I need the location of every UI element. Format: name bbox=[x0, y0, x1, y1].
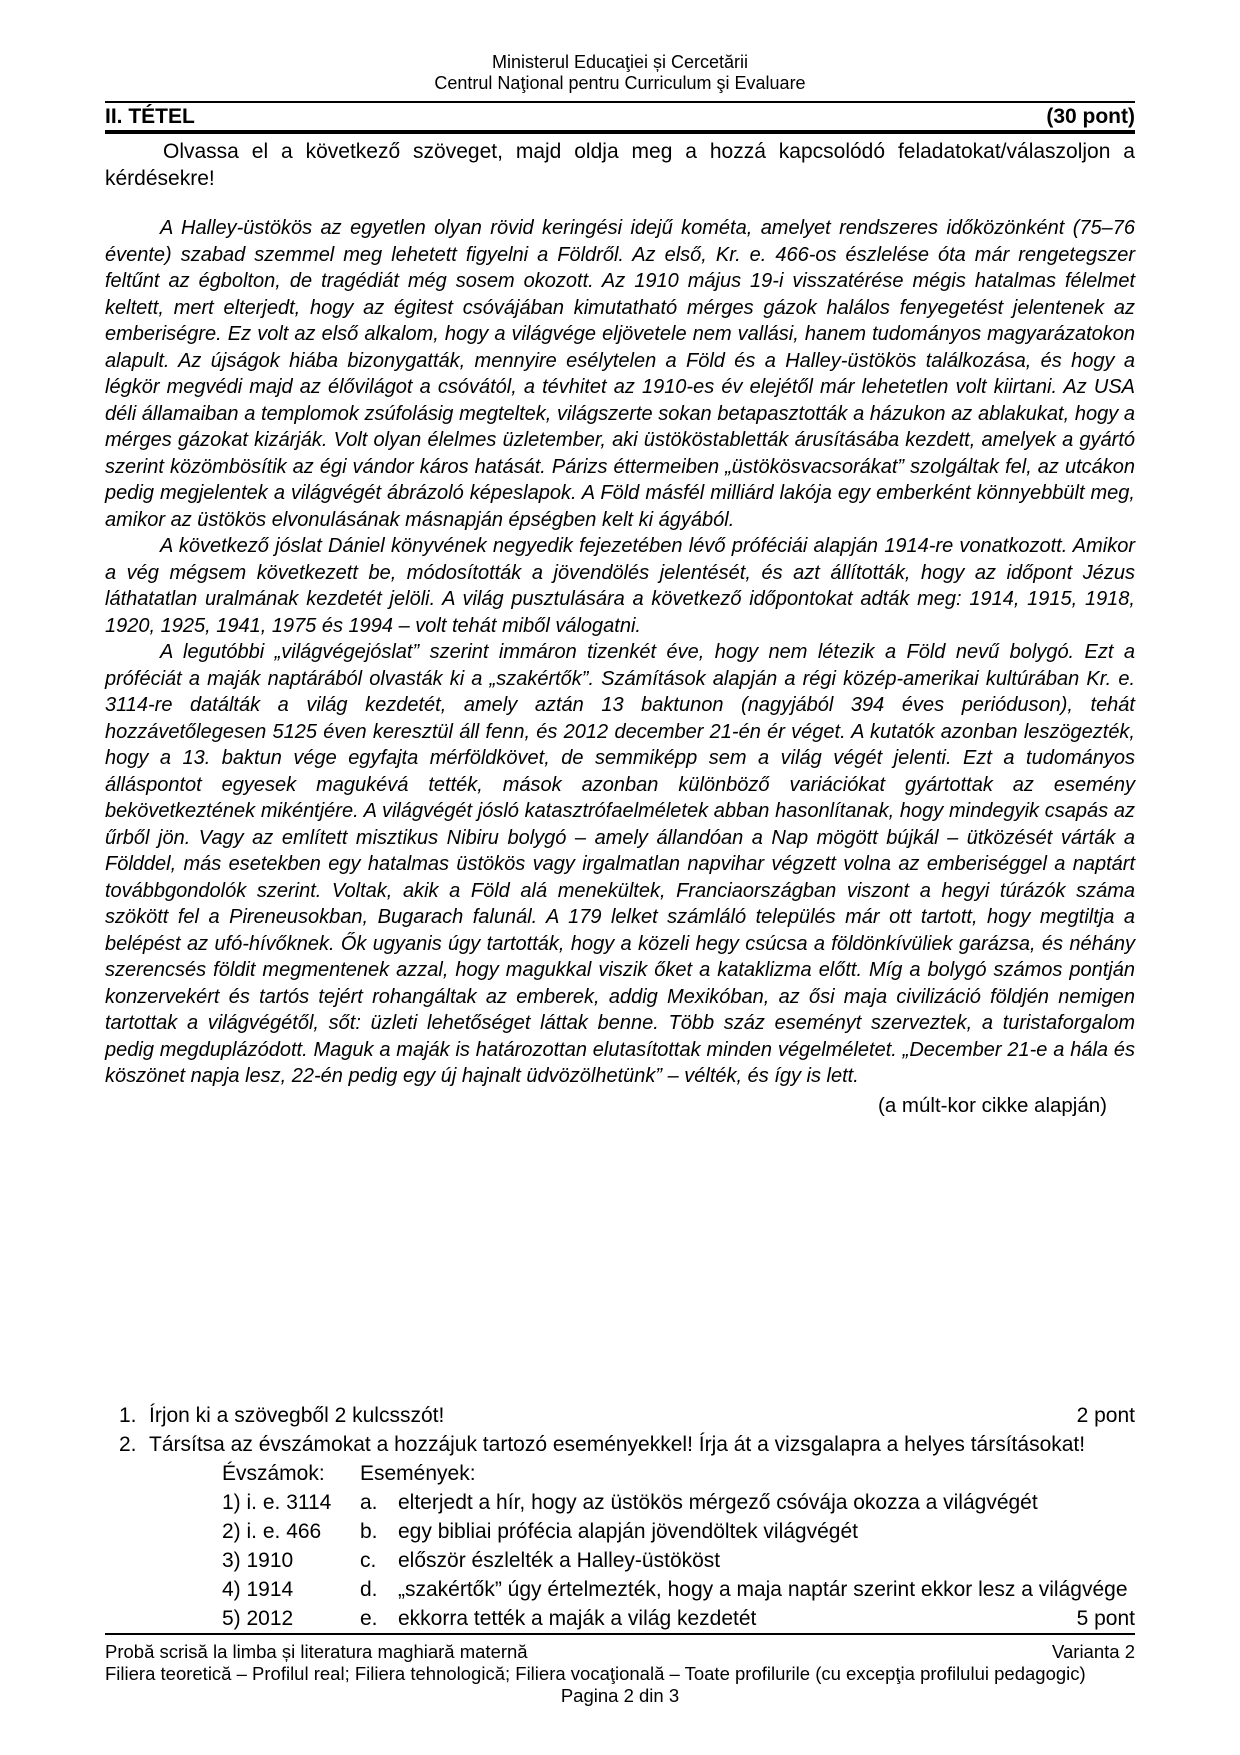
questions-block bbox=[105, 1401, 1135, 1633]
question-2-text: Társítsa az évszámokat a hozzájuk tartozó eseményekkel! Írja át a vizsgalapra a helyes társításokat! bbox=[149, 1433, 1086, 1456]
national-center-name: Centrul Naţional pentru Curriculum şi Evaluare bbox=[434, 73, 806, 93]
section-title: II. TÉTEL bbox=[105, 105, 195, 128]
instruction-text: Olvassa el a következő szöveget, majd oldja meg a hozzá kapcsolódó feladatokat/válaszoljon a kérdésekre! bbox=[105, 140, 1135, 190]
year-item: 2) i. e. 466 bbox=[222, 1520, 322, 1543]
footer-variant: Varianta 2 bbox=[1052, 1641, 1135, 1662]
event-letter: e. bbox=[360, 1607, 378, 1630]
passage-paragraph: A Halley-üstökös az egyetlen olyan rövid keringési idejű kométa, amelyet rendszeres időközönként (75–76 évente) szabad szemmel meg lehetett figyelni a Földről. Az első, Kr. e. 466-os észlelése óta már rengetegszer feltűnt az égbolton, de tragédiát még sosem okozott. Az 1910 május 19-i visszatérése mégis hatalmas félelmet keltett, mert elterjedt, hogy az égitest csóvájában kimutatható mérges gázok halálos fenyegetést jelentenek az emberiségre. Ez volt az első alkalom, hogy a világvége eljövetele nem vallási, hanem tudományos magyarázatokon alapult. Az újságok hiába bizonygatták, mennyire esélytelen a Föld és a Halley-üstökös találkozása, és hogy a légkör megvédi majd az élővilágot a csóvától, a tévhitet az 1910-es év elejétől már lehetetlen volt kiirtani. Az USA déli államaiban a templomok zsúfolásig megteltek, világszerte sokan betapasztották a házukon az ablakukat, hogy a mérges gázokat kizárják. Volt olyan élelmes üzletember, aki üstököstabletták árusításába kezdett, amelyek a gyártó szerint közömbösítik az égi vándor káros hatását. Párizs éttermeiben „üstökösvacsorákat” szolgáltak fel, az utcákon pedig megjelentek a világvégét ábrázoló képeslapok. A Föld másfél milliárd lakója egy emberként könnyebbült meg, amikor az üstökös elvonulásának másnapján épségben kelt ki ágyából. bbox=[105, 217, 1135, 531]
reading-passage bbox=[105, 215, 1135, 1090]
document-header bbox=[105, 52, 1135, 94]
event-text: ekkorra tették a maják a világ kezdetét bbox=[398, 1607, 757, 1630]
question-2-number: 2. bbox=[119, 1433, 137, 1456]
events-column-header: Események: bbox=[360, 1462, 476, 1485]
year-item: 5) 2012 bbox=[222, 1607, 294, 1630]
event-letter: c. bbox=[360, 1549, 377, 1572]
event-letter: a. bbox=[360, 1491, 378, 1514]
question-2-points: 5 pont bbox=[1076, 1607, 1135, 1630]
page-footer bbox=[105, 1633, 1135, 1707]
footer-row-1 bbox=[105, 1641, 1135, 1663]
footer-filiera: Filiera teoretică – Profilul real; Filiera tehnologică; Filiera vocaţională – Toate profilurile (cu excepţia profilului pedagogic) bbox=[105, 1663, 1086, 1684]
passage-paragraph: A legutóbbi „világvégejóslat” szerint immáron tizenkét éve, hogy nem létezik a Föld nevű bolygó. Ezt a próféciát a maják naptárából olvasták ki a „szakértők”. Számítások alapján a régi közép-amerikai kultúrában Kr. e. 3114-re datálták a világ kezdetét, amely aztán 13 baktunon (nagyjából 394 éves perióduson), tehát hozzávetőlegesen 5125 éven keresztül áll fenn, és 2012 december 21-én ér véget. A kutatók azonban leszögezték, hogy a 13. baktun vége egyfajta mérföldkövet, de semmiképp sem a világ végét jelenti. Ezt a tudományos álláspontot egyesek magukévá tették, mások azonban különböző variációkat gyártottak az esemény bekövetkeztének mikéntjére. A világvégét jósló katasztrófaelméletek abban hasonlítanak, hogy mindegyik csapás az űrből jön. Vagy az említett misztikus Nibiru bolygó – amely állandóan a Nap mögött bújkál – ütközését várták a Földdel, más esetekben egy hatalmas üstökös vagy irgalmatlan napvihar végzett volna az emberiséggel a naptárt továbbgondolók szerint. Voltak, akik a Föld alá menekültek, Franciaországban viszont a hegyi túrázók száma szökött fel a Pireneusokban, Bugarach falunál. A 179 lelket számláló település már ott tartott, hogy megtiltja a belépést az ufó-hívőknek. Ők ugyanis úgy tartották, hogy a közeli hegy csúcsa a földönkívüliek garázsa, és néhány szerencsés földit megmentenek azzal, hogy magukkal viszik őket a kataklizma előtt. Míg a bolygó számos pontján konzervekért és tartós tejért rohangáltak az emberek, addig Mexikóban, az ősi maja civilizáció földjén nemigen tartottak a világvégétől, sőt: üzleti lehetőséget láttak benne. Több száz eseményt szerveztek, a turistaforgalom pedig megduplázódott. Maguk a maják is határozottan elutasítottak minden végelméletet. „December 21-e a hála és köszönet napja lesz, 22-én pedig egy új hajnalt üdvözölhetünk” – vélték, és így is lett. bbox=[105, 641, 1135, 1087]
ministry-name: Ministerul Educaţiei și Cercetării bbox=[491, 52, 749, 72]
year-item: 4) 1914 bbox=[222, 1578, 294, 1601]
question-1-number: 1. bbox=[119, 1404, 137, 1427]
year-item: 3) 1910 bbox=[222, 1549, 294, 1572]
event-text: elterjedt a hír, hogy az üstökös mérgező csóvája okozza a világvégét bbox=[398, 1491, 1038, 1514]
section-title-row bbox=[105, 103, 1135, 134]
event-letter: d. bbox=[360, 1578, 378, 1601]
event-letter: b. bbox=[360, 1520, 378, 1543]
event-text: egy bibliai prófécia alapján jövendöltek világvégét bbox=[398, 1520, 858, 1543]
question-1 bbox=[105, 1401, 1135, 1430]
years-column-header: Évszámok: bbox=[222, 1462, 325, 1485]
passage-source: (a múlt-kor cikke alapján) bbox=[878, 1093, 1107, 1117]
footer-page-number: Pagina 2 din 3 bbox=[560, 1685, 680, 1706]
event-text-row bbox=[398, 1604, 1135, 1633]
question-2 bbox=[105, 1430, 1135, 1459]
matching-table bbox=[222, 1459, 1135, 1633]
spacer bbox=[105, 1118, 1135, 1402]
section-points: (30 pont) bbox=[1046, 105, 1135, 128]
year-item: 1) i. e. 3114 bbox=[222, 1491, 332, 1514]
question-1-points: 2 pont bbox=[1076, 1404, 1135, 1427]
event-text: először észlelték a Halley-üstököst bbox=[398, 1549, 721, 1572]
passage-paragraph: A következő jóslat Dániel könyvének negyedik fejezetében lévő próféciái alapján 1914-re vonatkozott. Amikor a vég mégsem következett be, módosították a jövendölés jelentését, és azt állították, hogy az időpont Jézus láthatatlan uralmának kezdetét jelöli. A világ pusztulására a következő időpontokat adták meg: 1914, 1915, 1918, 1920, 1925, 1941, 1975 és 1994 – volt tehát miből válogatni. bbox=[105, 535, 1135, 637]
event-text: „szakértők” úgy értelmezték, hogy a maja naptár szerint ekkor lesz a világvége bbox=[398, 1578, 1128, 1601]
footer-exam-name: Probă scrisă la limba și literatura maghiară maternă bbox=[105, 1641, 528, 1662]
question-1-text: Írjon ki a szövegből 2 kulcsszót! bbox=[149, 1404, 445, 1427]
